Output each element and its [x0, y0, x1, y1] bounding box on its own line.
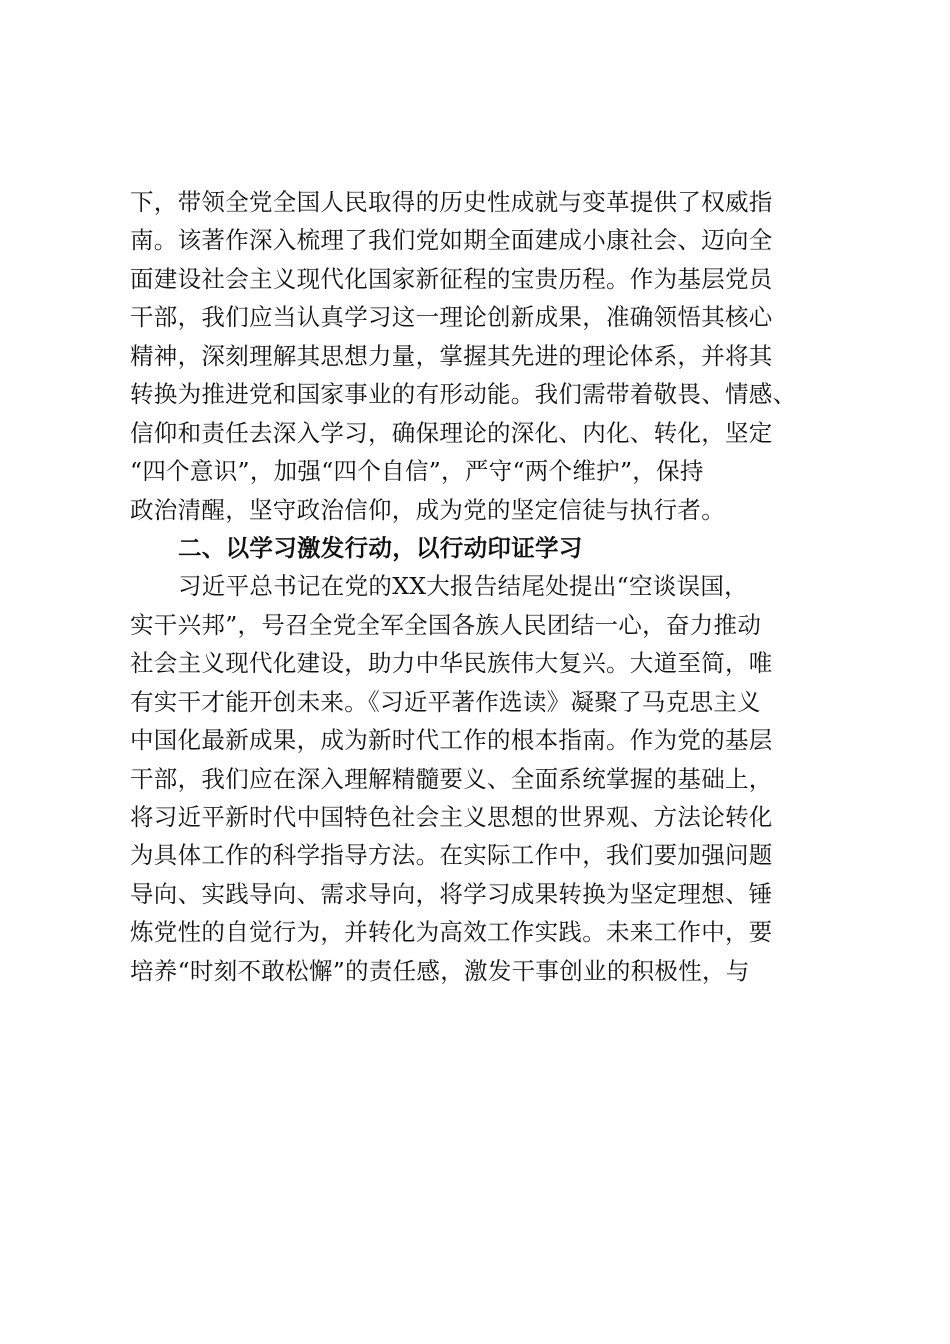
text-line: 炼党性的自觉行为，并转化为高效工作实践。未来工作中，要 [130, 918, 773, 947]
text-line: 为具体工作的科学指导方法。在实际工作中，我们要加强问题 [130, 841, 773, 870]
paragraph-2 [130, 567, 830, 990]
text-line: 有实干才能开创未来。《习近平著作选读》凝聚了马克思主义 [130, 687, 761, 716]
text-line: 政治清醒，坚守政治信仰，成为党的坚定信徒与执行者。 [130, 495, 725, 524]
text-line: 精神，深刻理解其思想力量，掌握其先进的理论体系，并将其 [130, 341, 773, 370]
text-line: 导向、实践导向、需求导向，将学习成果转换为坚定理想、锤 [130, 879, 773, 908]
text-line: 南。该著作深入梳理了我们党如期全面建成小康社会、迈向全 [130, 226, 773, 255]
text-line: 下，带领全党全国人民取得的历史性成就与变革提供了权威指 [130, 188, 773, 216]
text-line: 信仰和责任去深入学习，确保理论的深化、内化、转化，坚定 [130, 418, 773, 447]
text-line: 将习近平新时代中国特色社会主义思想的世界观、方法论转化 [130, 803, 773, 831]
text-line: 干部，我们应在深入理解精髓要义、全面系统掌握的基础上， [130, 764, 773, 793]
text-line: 社会主义现代化建设，助力中华民族伟大复兴。大道至简，唯 [130, 649, 773, 678]
text-line: “四个意识”，加强“四个自信”，严守“两个维护”，保持 [130, 457, 704, 486]
text-line: 干部，我们应当认真学习这一理论创新成果，准确领悟其核心 [130, 303, 773, 332]
text-line: 习近平总书记在党的XX大报告结尾处提出“空谈误国， [178, 572, 748, 601]
text-line: 实干兴邦”，号召全党全军全国各族人民团结一心，奋力推动 [130, 610, 762, 639]
text-line: 中国化最新成果，成为新时代工作的根本指南。作为党的基层 [130, 726, 773, 755]
document-body [130, 183, 830, 990]
text-line: 面建设社会主义现代化国家新征程的宝贵历程。作为基层党员 [130, 264, 773, 293]
section-heading: 二、以学习激发行动，以行动印证学习 [178, 533, 583, 562]
paragraph-1 [130, 183, 830, 529]
text-line: 转换为推进党和国家事业的有形动能。我们需带着敬畏、情感、 [130, 380, 797, 409]
text-line: 培养“时刻不敢松懈”的责任感，激发干事创业的积极性，与 [130, 956, 750, 985]
